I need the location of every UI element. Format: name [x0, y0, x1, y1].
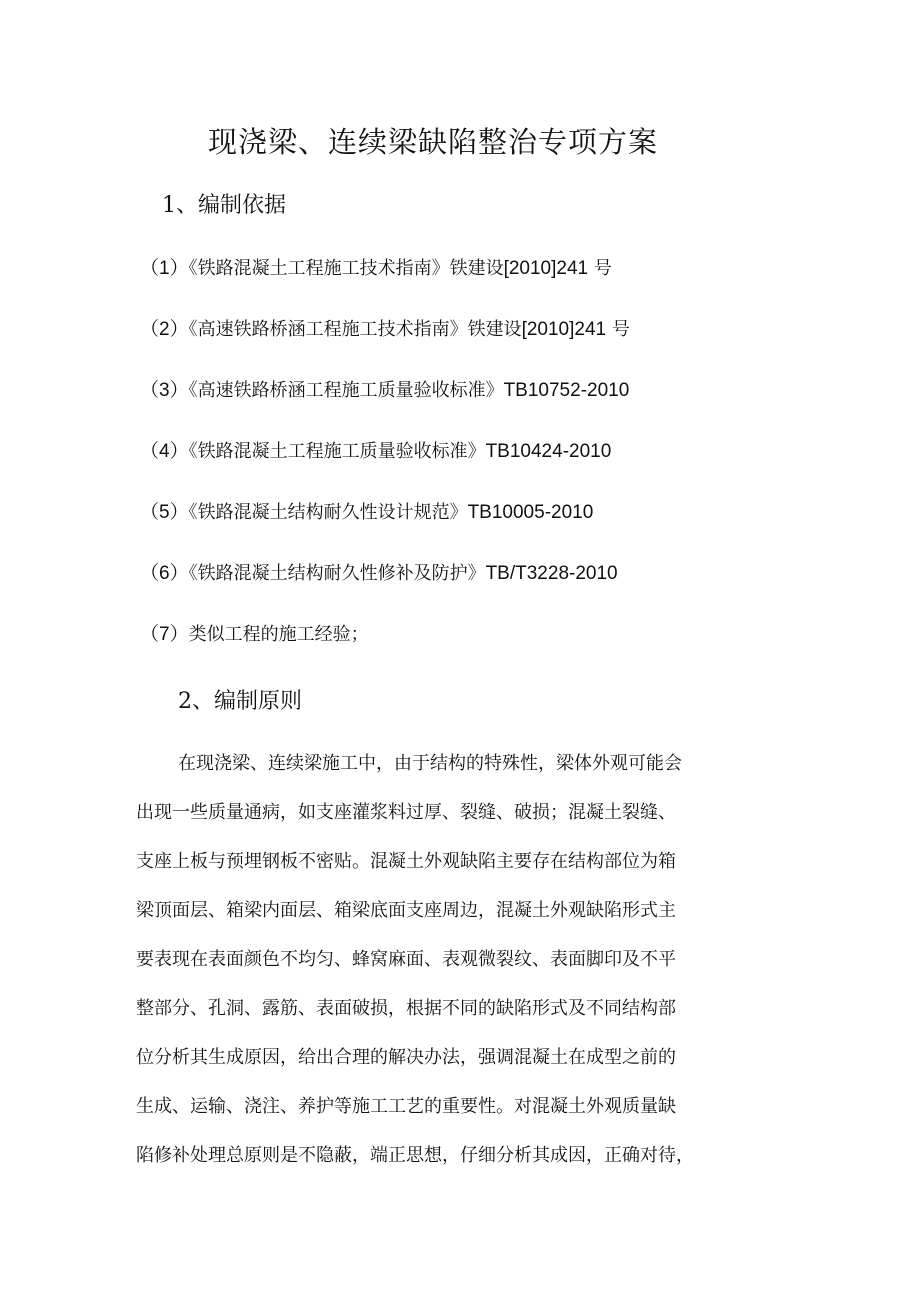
reference-code: [2010]241 — [521, 319, 607, 340]
paragraph-line: 整部分、孔洞、露筋、表面破损，根据不同的缺陷形式及不同结构部 — [136, 998, 676, 1019]
paragraph-line: 梁顶面层、箱梁内面层、箱梁底面支座周边，混凝土外观缺陷形式主 — [136, 900, 676, 921]
reference-number: （5） — [140, 502, 189, 523]
paragraph-line: 生成、运输、浇注、养护等施工工艺的重要性。对混凝土外观质量缺 — [136, 1096, 676, 1117]
reference-item — [140, 315, 630, 345]
reference-suffix: 号 — [588, 258, 612, 279]
reference-number: （6） — [140, 563, 189, 584]
reference-title: 《铁路混凝土工程施工技术指南》铁建设 — [188, 258, 504, 279]
reference-number: （7） — [140, 624, 189, 645]
reference-title: 类似工程的施工经验； — [188, 624, 369, 645]
section-heading-principles: 2、编制原则 — [178, 689, 302, 714]
document-title: 现浇梁、连续梁缺陷整治专项方案 — [207, 125, 658, 159]
paragraph-line: 位分析其生成原因，给出合理的解决办法，强调混凝土在成型之前的 — [136, 1047, 676, 1068]
reference-number: （3） — [140, 380, 189, 401]
reference-item — [140, 254, 612, 284]
reference-item — [140, 376, 629, 406]
reference-title: 《高速铁路桥涵工程施工质量验收标准》 — [188, 380, 504, 401]
reference-item — [140, 498, 593, 528]
paragraph-line: 出现一些质量通病，如支座灌浆料过厚、裂缝、破损；混凝土裂缝、 — [136, 802, 676, 823]
reference-code: TB10005-2010 — [467, 502, 594, 523]
reference-number: （4） — [140, 441, 189, 462]
section-heading-basis: 1、编制依据 — [162, 193, 286, 218]
reference-code: TB10424-2010 — [485, 441, 612, 462]
paragraph-line: 陷修补处理总原则是不隐蔽，端正思想，仔细分析其成因，正确对待， — [136, 1145, 694, 1166]
reference-code: TB/T3228-2010 — [485, 563, 618, 584]
reference-item — [140, 559, 618, 589]
reference-title: 《铁路混凝土结构耐久性修补及防护》 — [188, 563, 486, 584]
reference-title: 《铁路混凝土工程施工质量验收标准》 — [188, 441, 486, 462]
reference-code: [2010]241 — [503, 258, 589, 279]
reference-title: 《高速铁路桥涵工程施工技术指南》铁建设 — [188, 319, 522, 340]
paragraph-line: 在现浇梁、连续梁施工中，由于结构的特殊性，梁体外观可能会 — [178, 753, 682, 774]
paragraph-line: 要表现在表面颜色不均匀、蜂窝麻面、表观微裂纹、表面脚印及不平 — [136, 949, 676, 970]
reference-number: （1） — [140, 258, 189, 279]
reference-item — [140, 437, 611, 467]
reference-number: （2） — [140, 319, 189, 340]
reference-code: TB10752-2010 — [503, 380, 630, 401]
reference-item — [140, 620, 369, 650]
reference-suffix: 号 — [606, 319, 630, 340]
reference-title: 《铁路混凝土结构耐久性设计规范》 — [188, 502, 468, 523]
paragraph-line: 支座上板与预埋钢板不密贴。混凝土外观缺陷主要存在结构部位为箱 — [136, 851, 676, 872]
